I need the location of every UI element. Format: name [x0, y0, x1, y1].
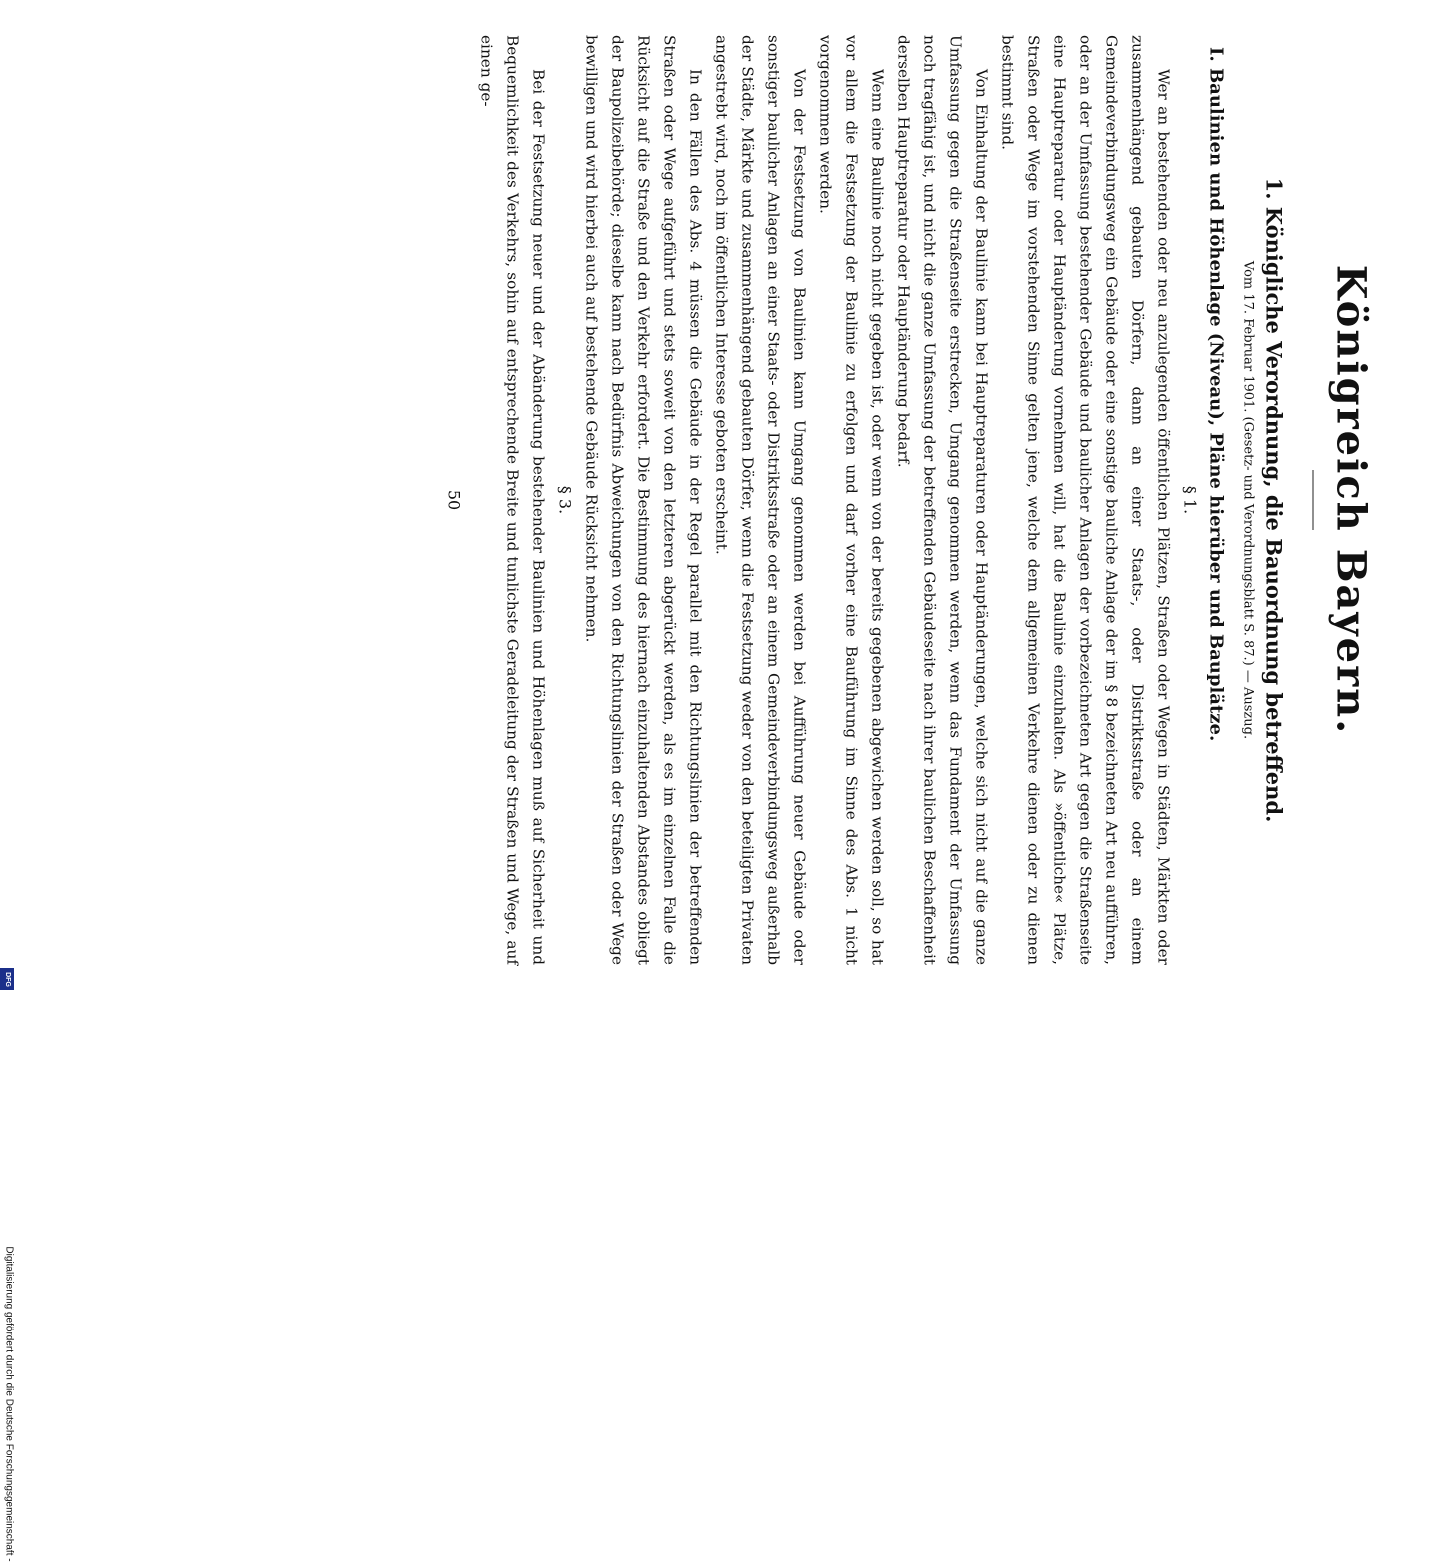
- ordinance-subtitle: Vom 17. Februar 1901. (Gesetz- und Verordnungsblatt S. 87.) — Auszug.: [1240, 260, 1256, 740]
- section-mark-3: § 3.: [555, 485, 575, 515]
- title-divider: [1313, 470, 1314, 530]
- digitization-credit: Digitalisierung gefördert durch die Deutsche Forschungsgemeinschaft -: [3, 1246, 15, 1562]
- paragraph: Wer an bestehenden oder neu anzulegenden öffentlichen Plätzen, Straßen oder Wegen in Städten, Märkten oder zusammenhängend gebauten Dörfern, dann an einer Staats-, oder Distriktsstraße oder an einem Gemeindeverbindungsweg ein Gebäude oder eine sonstige bauliche Anlage der im § 8 bezeichneten Art neu aufführen, oder an der Umfassung bestehender Gebäude und baulicher Anlagen der vorbezeichneten Art gegen die Straßenseite eine Hauptreparatur oder Hauptänderung vornehmen will, hat die Baulinie einzuhalten. Als »öffentliche« Plätze, Straßen oder Wege im vorstehenden Sinne gelten jene, welche dem allgemeinen Verkehre dienen oder zu dienen bestimmt sind.: [998, 35, 1173, 965]
- page-content: [445, 35, 1435, 965]
- page-number: 50: [444, 489, 464, 511]
- paragraph: Von der Festsetzung von Baulinien kann Umgang genommen werden bei Aufführung neuer Gebäude oder sonstiger baulicher Anlagen an einer Staats- oder Distriktsstraße oder an einem Gemeindeverbindungsweg außerhalb der Städte, Märkte und zusammenhängend gebauten Dörfer, wenn die Festsetzung weder von den beteiligten Privaten angestrebt wird, noch im öffentlichen Interesse geboten erscheint.: [712, 35, 809, 965]
- paragraph: Von Einhaltung der Baulinie kann bei Hauptreparaturen oder Hauptänderungen, welche sich nicht auf die ganze Umfassung gegen die Straßenseite erstrecken, Umgang genommen werden, wenn das Fundament der Umfassung noch tragfähig ist, und nicht die ganze Umfassung der betreffenden Gebäudeseite nach ihrer baulichen Beschaffenheit derselben Hauptreparatur oder Hauptänderung bedarf.: [894, 35, 991, 965]
- dfg-logo-icon: [0, 968, 14, 990]
- ordinance-heading: 1. Königliche Verordnung, die Bauordnung betreffend.: [1261, 177, 1287, 823]
- dfg-logo-text: DFG: [3, 971, 11, 987]
- digitization-credit-bar: [2, 604, 16, 1562]
- section-title: I. Baulinien und Höhenlage (Niveau), Pläne hierüber und Bauplätze.: [1205, 47, 1227, 742]
- section-mark-1: § 1.: [1180, 485, 1200, 515]
- country-title: Königreich Bayern.: [1327, 264, 1375, 736]
- paragraph: In den Fällen des Abs. 4 müssen die Gebäude in der Regel parallel mit den Richtungslinien der betreffenden Straßen oder Wege aufgeführt und stets soweit von den letzteren abgerückt werden, als es im einzelnen Falle die Rücksicht auf die Straße und den Verkehr erfordert. Die Bestimmung des hiernach einzuhaltenden Abstandes obliegt der Baupolizeibehörde; dieselbe kann nach Bedürfnis Abweichungen von den Richtungslinien der Straßen oder Wege bewilligen und wird hierbei auch auf bestehende Gebäude Rücksicht nehmen.: [582, 35, 705, 965]
- paragraph: Wenn eine Baulinie noch nicht gegeben ist, oder wenn von der bereits gegebenen abgewichen werden soll, so hat vor allem die Festsetzung der Baulinie zu erfolgen und darf vorher eine Bauführung im Sinne des Abs. 1 nicht vorgenommen werden.: [816, 35, 887, 965]
- paragraph: Bei der Festsetzung neuer und der Abänderung bestehender Baulinien und Höhenlagen muß auf Sicherheit und Bequemlichkeit des Verkehrs, sohin auf entsprechende Breite und tunlichste Geradeleitung der Straßen und Wege, auf einen ge-: [477, 35, 548, 965]
